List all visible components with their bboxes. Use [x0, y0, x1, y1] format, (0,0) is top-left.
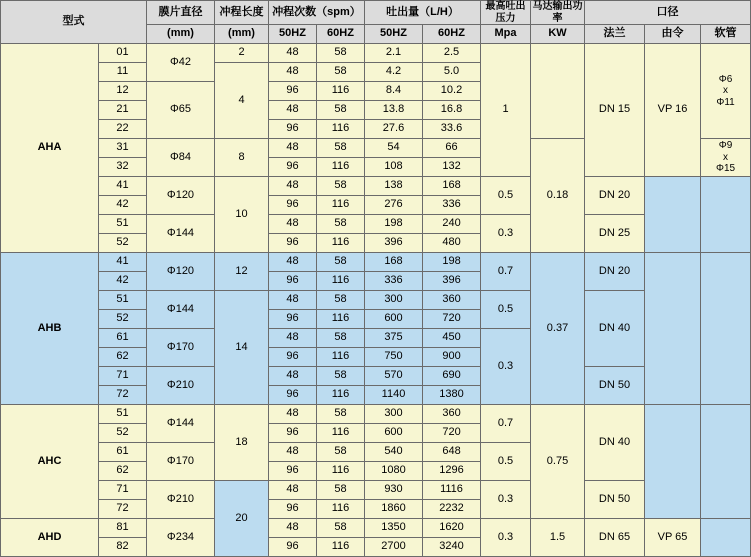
output-60hz-cell: 1116	[423, 481, 481, 500]
model-code-cell: 32	[99, 158, 147, 177]
stroke-count-60hz-cell: 116	[317, 234, 365, 253]
union-cell	[645, 177, 701, 253]
stroke-count-60hz-cell: 58	[317, 63, 365, 82]
output-50hz-cell: 300	[365, 405, 423, 424]
stroke-count-50hz-cell: 48	[269, 443, 317, 462]
max-pressure-cell: 0.5	[481, 177, 531, 215]
output-50hz-cell: 336	[365, 272, 423, 291]
header-port-dia: 口径	[585, 1, 751, 25]
output-50hz-cell: 276	[365, 196, 423, 215]
model-code-cell: 41	[99, 253, 147, 272]
max-pressure-cell: 0.3	[481, 519, 531, 557]
output-50hz-cell: 570	[365, 367, 423, 386]
output-60hz-cell: 33.6	[423, 120, 481, 139]
diaphragm-dia-cell: Φ120	[147, 253, 215, 291]
table-row	[1, 367, 751, 386]
model-code-cell: 82	[99, 538, 147, 557]
stroke-count-50hz-cell: 96	[269, 386, 317, 405]
table-header	[1, 1, 751, 44]
stroke-count-60hz-cell: 116	[317, 158, 365, 177]
header-sc-50hz: 50HZ	[269, 25, 317, 44]
max-pressure-cell: 1	[481, 44, 531, 177]
header-stroke-count: 冲程次数（spm）	[269, 1, 365, 25]
stroke-count-60hz-cell: 58	[317, 329, 365, 348]
stroke-count-60hz-cell: 116	[317, 500, 365, 519]
diaphragm-dia-cell: Φ170	[147, 329, 215, 367]
output-50hz-cell: 600	[365, 424, 423, 443]
header-max-pressure: 最高吐出压力	[481, 1, 531, 25]
stroke-count-50hz-cell: 96	[269, 348, 317, 367]
model-code-cell: 01	[99, 44, 147, 63]
stroke-count-60hz-cell: 116	[317, 386, 365, 405]
output-60hz-cell: 720	[423, 310, 481, 329]
model-code-cell: 12	[99, 82, 147, 101]
stroke-count-50hz-cell: 48	[269, 367, 317, 386]
model-code-cell: 72	[99, 386, 147, 405]
stroke-count-60hz-cell: 58	[317, 291, 365, 310]
stroke-count-50hz-cell: 48	[269, 139, 317, 158]
stroke-count-50hz-cell: 48	[269, 291, 317, 310]
model-code-cell: 51	[99, 215, 147, 234]
header-stroke-unit: (mm)	[215, 25, 269, 44]
stroke-length-cell: 14	[215, 291, 269, 405]
stroke-count-60hz-cell: 58	[317, 101, 365, 120]
model-code-cell: 22	[99, 120, 147, 139]
output-50hz-cell: 2.1	[365, 44, 423, 63]
output-60hz-cell: 720	[423, 424, 481, 443]
output-50hz-cell: 300	[365, 291, 423, 310]
stroke-count-50hz-cell: 96	[269, 120, 317, 139]
stroke-count-50hz-cell: 48	[269, 44, 317, 63]
output-60hz-cell: 450	[423, 329, 481, 348]
flange-cell: DN 50	[585, 481, 645, 519]
output-50hz-cell: 1140	[365, 386, 423, 405]
stroke-count-60hz-cell: 58	[317, 177, 365, 196]
stroke-count-50hz-cell: 96	[269, 234, 317, 253]
max-pressure-cell: 0.3	[481, 481, 531, 519]
stroke-count-60hz-cell: 58	[317, 44, 365, 63]
stroke-count-60hz-cell: 116	[317, 196, 365, 215]
diaphragm-dia-cell: Φ210	[147, 481, 215, 519]
header-diaphragm-unit: (mm)	[147, 25, 215, 44]
stroke-length-cell: 10	[215, 177, 269, 253]
stroke-count-60hz-cell: 116	[317, 120, 365, 139]
output-60hz-cell: 10.2	[423, 82, 481, 101]
stroke-count-60hz-cell: 116	[317, 538, 365, 557]
model-code-cell: 61	[99, 329, 147, 348]
union-cell	[645, 253, 701, 405]
model-name-cell: AHC	[1, 405, 99, 519]
stroke-count-60hz-cell: 116	[317, 310, 365, 329]
output-60hz-cell: 16.8	[423, 101, 481, 120]
diaphragm-dia-cell: Φ84	[147, 139, 215, 177]
header-model: 型式	[1, 1, 147, 44]
output-50hz-cell: 198	[365, 215, 423, 234]
output-50hz-cell: 540	[365, 443, 423, 462]
table-body	[1, 44, 751, 557]
stroke-count-50hz-cell: 96	[269, 158, 317, 177]
header-stroke-length: 冲程长度	[215, 1, 269, 25]
output-60hz-cell: 2.5	[423, 44, 481, 63]
output-50hz-cell: 168	[365, 253, 423, 272]
stroke-count-50hz-cell: 48	[269, 481, 317, 500]
output-50hz-cell: 4.2	[365, 63, 423, 82]
model-code-cell: 71	[99, 367, 147, 386]
model-code-cell: 31	[99, 139, 147, 158]
motor-power-cell	[531, 44, 585, 139]
stroke-count-60hz-cell: 58	[317, 139, 365, 158]
stroke-count-50hz-cell: 96	[269, 500, 317, 519]
header-diaphragm-dia: 膜片直径	[147, 1, 215, 25]
model-code-cell: 41	[99, 177, 147, 196]
output-50hz-cell: 54	[365, 139, 423, 158]
output-60hz-cell: 900	[423, 348, 481, 367]
stroke-count-50hz-cell: 96	[269, 462, 317, 481]
diaphragm-dia-cell: Φ210	[147, 367, 215, 405]
stroke-count-60hz-cell: 116	[317, 82, 365, 101]
hose-cell	[701, 405, 751, 519]
model-code-cell: 52	[99, 310, 147, 329]
header-out-60hz: 60HZ	[423, 25, 481, 44]
output-60hz-cell: 360	[423, 405, 481, 424]
stroke-length-cell: 2	[215, 44, 269, 63]
motor-power-cell: 1.5	[531, 519, 585, 557]
diaphragm-dia-cell: Φ144	[147, 405, 215, 443]
stroke-count-50hz-cell: 48	[269, 177, 317, 196]
flange-cell: DN 40	[585, 405, 645, 481]
table-row	[1, 291, 751, 310]
header-power-unit: KW	[531, 25, 585, 44]
header-flange: 法兰	[585, 25, 645, 44]
header-output: 吐出量（L/H）	[365, 1, 481, 25]
stroke-length-cell: 8	[215, 139, 269, 177]
motor-power-cell: 0.75	[531, 405, 585, 519]
hose-cell: Φ9 x Φ15	[701, 139, 751, 177]
header-union: 由令	[645, 25, 701, 44]
motor-power-cell: 0.37	[531, 253, 585, 405]
max-pressure-cell: 0.5	[481, 291, 531, 329]
output-60hz-cell: 1380	[423, 386, 481, 405]
output-60hz-cell: 1296	[423, 462, 481, 481]
stroke-count-60hz-cell: 58	[317, 405, 365, 424]
output-60hz-cell: 5.0	[423, 63, 481, 82]
model-code-cell: 62	[99, 462, 147, 481]
stroke-count-50hz-cell: 48	[269, 101, 317, 120]
output-50hz-cell: 138	[365, 177, 423, 196]
model-code-cell: 61	[99, 443, 147, 462]
table-row	[1, 519, 751, 538]
stroke-count-60hz-cell: 116	[317, 348, 365, 367]
output-60hz-cell: 66	[423, 139, 481, 158]
output-50hz-cell: 375	[365, 329, 423, 348]
output-50hz-cell: 2700	[365, 538, 423, 557]
stroke-length-cell: 4	[215, 63, 269, 139]
model-code-cell: 72	[99, 500, 147, 519]
diaphragm-dia-cell: Φ144	[147, 215, 215, 253]
diaphragm-dia-cell: Φ65	[147, 82, 215, 139]
output-60hz-cell: 2232	[423, 500, 481, 519]
output-60hz-cell: 240	[423, 215, 481, 234]
model-code-cell: 11	[99, 63, 147, 82]
model-name-cell: AHB	[1, 253, 99, 405]
stroke-count-60hz-cell: 116	[317, 272, 365, 291]
diaphragm-dia-cell: Φ42	[147, 44, 215, 82]
union-cell	[645, 405, 701, 519]
diaphragm-dia-cell: Φ234	[147, 519, 215, 557]
model-code-cell: 71	[99, 481, 147, 500]
flange-cell: DN 65	[585, 519, 645, 557]
header-out-50hz: 50HZ	[365, 25, 423, 44]
max-pressure-cell: 0.3	[481, 329, 531, 405]
output-50hz-cell: 13.8	[365, 101, 423, 120]
output-50hz-cell: 1080	[365, 462, 423, 481]
output-50hz-cell: 108	[365, 158, 423, 177]
flange-cell: DN 40	[585, 291, 645, 367]
flange-cell: DN 15	[585, 44, 645, 177]
stroke-count-60hz-cell: 58	[317, 481, 365, 500]
header-row-1	[1, 1, 751, 25]
output-60hz-cell: 336	[423, 196, 481, 215]
stroke-count-50hz-cell: 96	[269, 82, 317, 101]
model-code-cell: 62	[99, 348, 147, 367]
header-hose: 软管	[701, 25, 751, 44]
output-50hz-cell: 1860	[365, 500, 423, 519]
output-60hz-cell: 690	[423, 367, 481, 386]
stroke-count-50hz-cell: 48	[269, 405, 317, 424]
output-50hz-cell: 8.4	[365, 82, 423, 101]
stroke-count-60hz-cell: 58	[317, 367, 365, 386]
output-50hz-cell: 600	[365, 310, 423, 329]
model-code-cell: 51	[99, 405, 147, 424]
stroke-count-50hz-cell: 48	[269, 215, 317, 234]
output-50hz-cell: 1350	[365, 519, 423, 538]
table-row	[1, 253, 751, 272]
output-60hz-cell: 360	[423, 291, 481, 310]
max-pressure-cell: 0.3	[481, 215, 531, 253]
diaphragm-dia-cell: Φ170	[147, 443, 215, 481]
table-row	[1, 405, 751, 424]
output-60hz-cell: 1620	[423, 519, 481, 538]
stroke-count-60hz-cell: 58	[317, 519, 365, 538]
max-pressure-cell: 0.7	[481, 405, 531, 443]
diaphragm-dia-cell: Φ120	[147, 177, 215, 215]
hose-cell: Φ6 x Φ11	[701, 44, 751, 139]
stroke-count-50hz-cell: 96	[269, 424, 317, 443]
output-60hz-cell: 480	[423, 234, 481, 253]
output-50hz-cell: 750	[365, 348, 423, 367]
model-code-cell: 52	[99, 424, 147, 443]
stroke-count-60hz-cell: 116	[317, 462, 365, 481]
model-code-cell: 51	[99, 291, 147, 310]
diaphragm-dia-cell: Φ144	[147, 291, 215, 329]
stroke-count-50hz-cell: 48	[269, 329, 317, 348]
model-name-cell: AHA	[1, 44, 99, 253]
stroke-count-50hz-cell: 48	[269, 519, 317, 538]
output-50hz-cell: 27.6	[365, 120, 423, 139]
union-cell: VP 65	[645, 519, 701, 557]
stroke-count-60hz-cell: 116	[317, 424, 365, 443]
flange-cell: DN 25	[585, 215, 645, 253]
stroke-length-cell: 12	[215, 253, 269, 291]
max-pressure-cell: 0.5	[481, 443, 531, 481]
output-60hz-cell: 396	[423, 272, 481, 291]
output-60hz-cell: 648	[423, 443, 481, 462]
table-row	[1, 215, 751, 234]
flange-cell: DN 50	[585, 367, 645, 405]
model-code-cell: 52	[99, 234, 147, 253]
max-pressure-cell: 0.7	[481, 253, 531, 291]
flange-cell: DN 20	[585, 253, 645, 291]
stroke-length-cell: 18	[215, 405, 269, 481]
stroke-count-60hz-cell: 58	[317, 215, 365, 234]
stroke-count-60hz-cell: 58	[317, 443, 365, 462]
stroke-count-50hz-cell: 48	[269, 253, 317, 272]
table-row	[1, 481, 751, 500]
hose-cell	[701, 519, 751, 557]
table-row	[1, 44, 751, 63]
stroke-length-cell: 20	[215, 481, 269, 557]
model-code-cell: 42	[99, 196, 147, 215]
header-pressure-unit: Mpa	[481, 25, 531, 44]
hose-cell	[701, 253, 751, 405]
output-60hz-cell: 198	[423, 253, 481, 272]
stroke-count-60hz-cell: 58	[317, 253, 365, 272]
model-name-cell: AHD	[1, 519, 99, 557]
stroke-count-50hz-cell: 96	[269, 196, 317, 215]
stroke-count-50hz-cell: 48	[269, 63, 317, 82]
output-60hz-cell: 168	[423, 177, 481, 196]
motor-power-cell: 0.18	[531, 139, 585, 253]
table-row	[1, 177, 751, 196]
header-sc-60hz: 60HZ	[317, 25, 365, 44]
output-60hz-cell: 3240	[423, 538, 481, 557]
stroke-count-50hz-cell: 96	[269, 538, 317, 557]
flange-cell: DN 20	[585, 177, 645, 215]
header-motor-power: 马达输出功率	[532, 1, 583, 24]
stroke-count-50hz-cell: 96	[269, 272, 317, 291]
output-60hz-cell: 132	[423, 158, 481, 177]
model-code-cell: 21	[99, 101, 147, 120]
output-50hz-cell: 930	[365, 481, 423, 500]
model-code-cell: 42	[99, 272, 147, 291]
model-code-cell: 81	[99, 519, 147, 538]
union-cell: VP 16	[645, 44, 701, 177]
stroke-count-50hz-cell: 96	[269, 310, 317, 329]
hose-cell	[701, 177, 751, 253]
output-50hz-cell: 396	[365, 234, 423, 253]
